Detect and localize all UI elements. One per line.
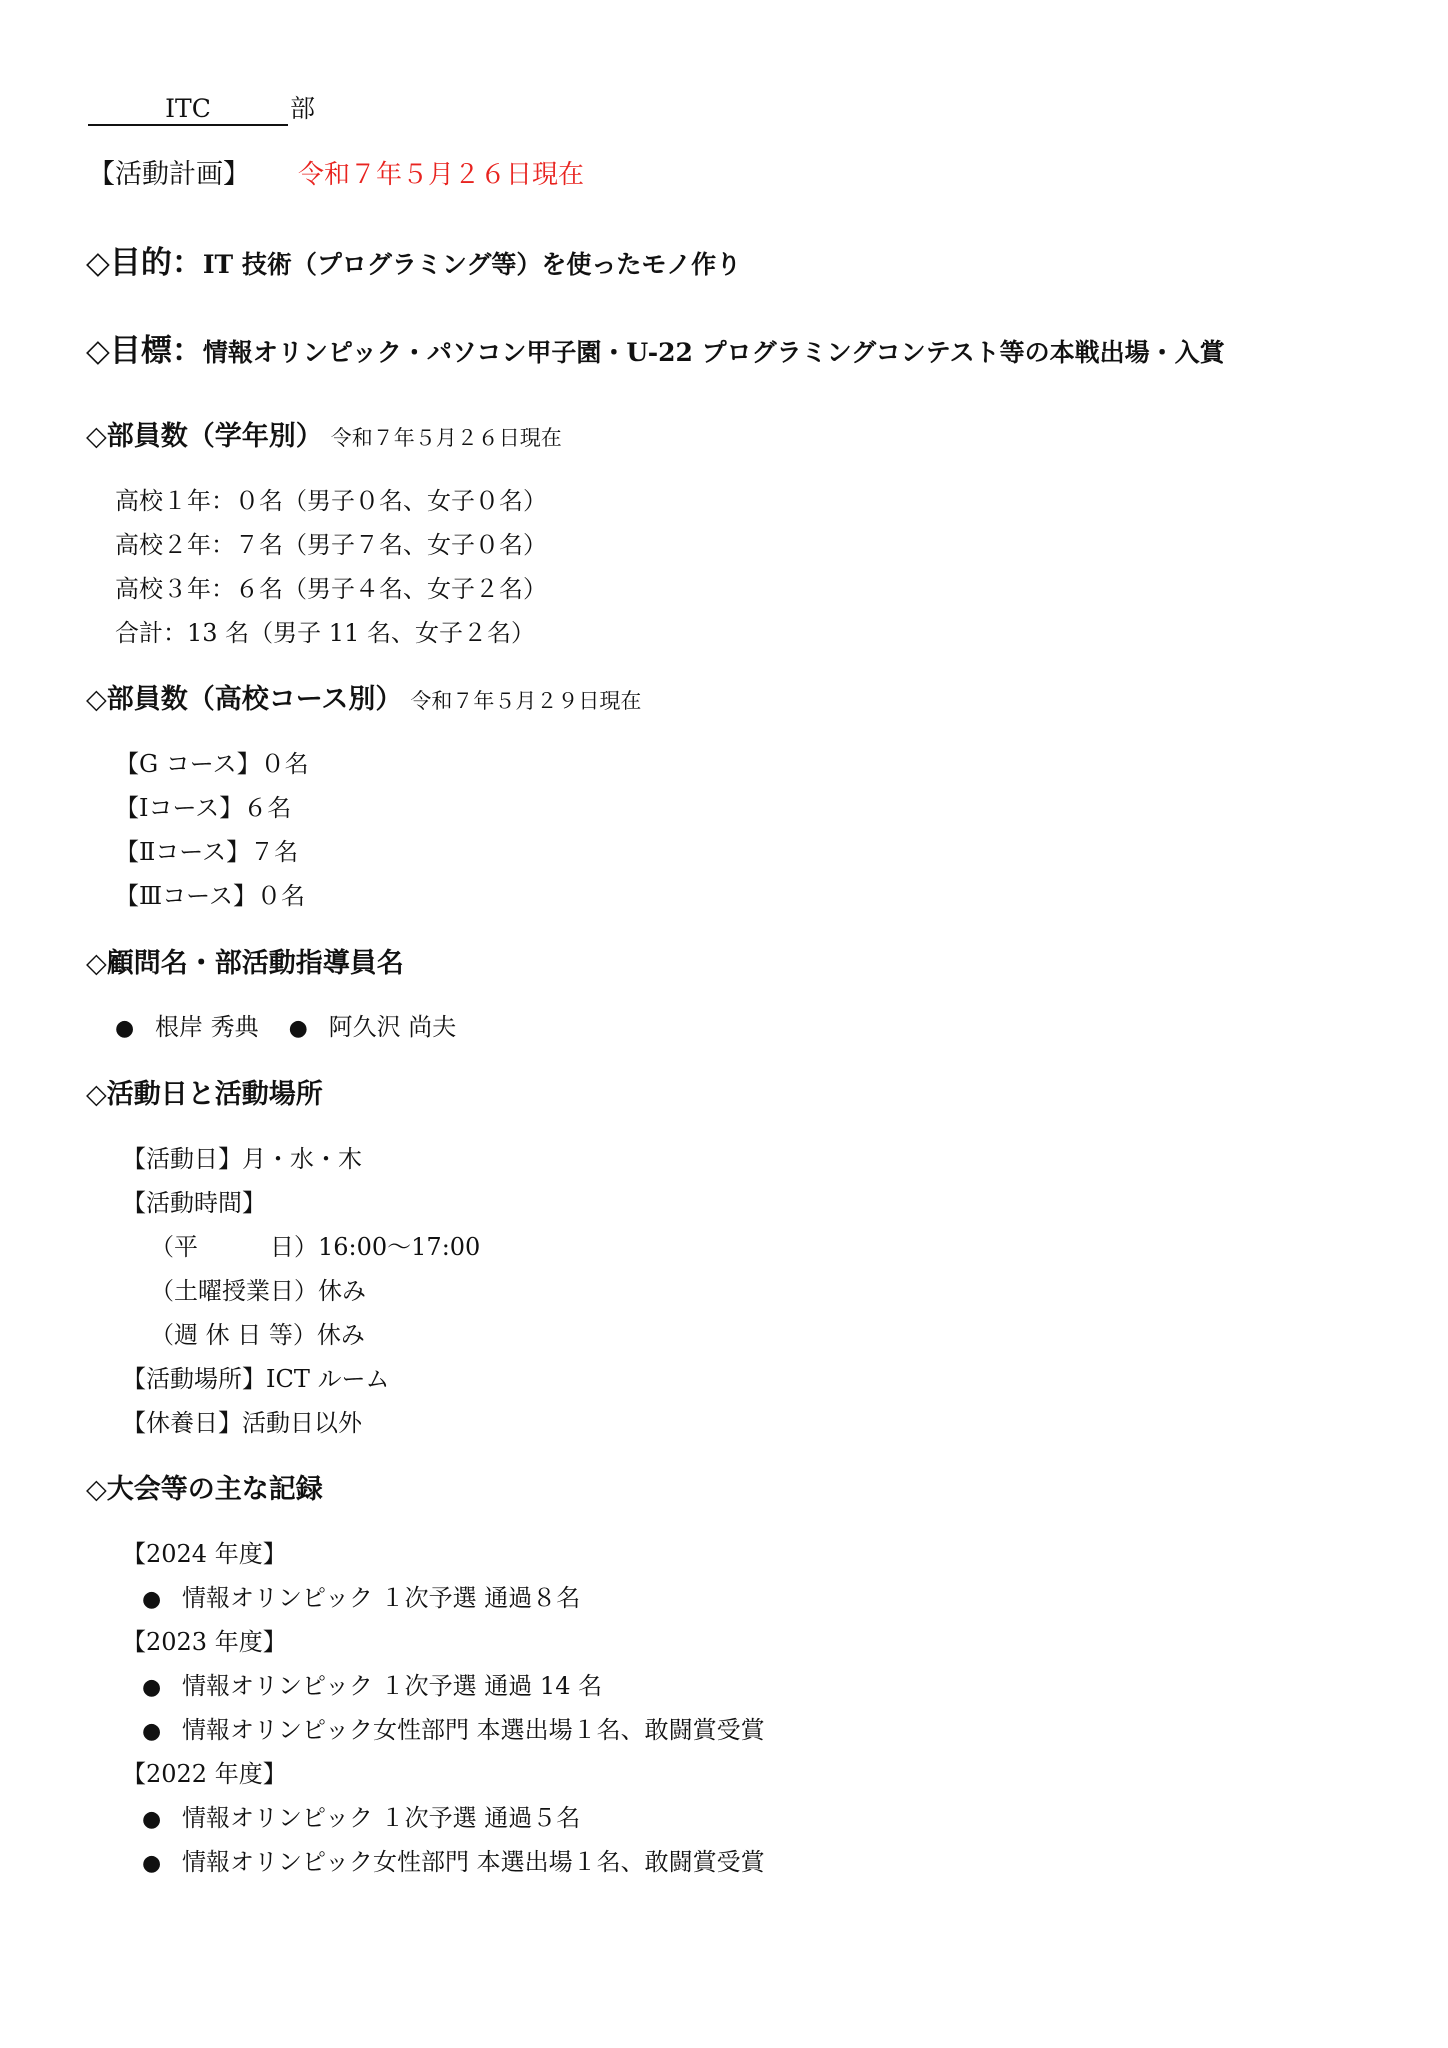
record-year-2023: 【2023 年度】 — [122, 1628, 287, 1656]
goal-text: 情報オリンピック・パソコン甲子園・U-22 プログラミングコンテスト等の本戦出場・入賞 — [202, 338, 1225, 367]
club-suffix: 部 — [290, 94, 316, 123]
members-grade-line: 高校３年：６名（男子４名、女子２名） — [115, 575, 547, 603]
plan-title: 【活動計画】 — [88, 159, 250, 190]
members-grade-line: 高校１年：０名（男子０名、女子０名） — [115, 487, 547, 515]
record-item — [142, 1718, 765, 1743]
goal-heading: ◇目標： — [86, 333, 203, 369]
members-course-note: 令和７年５月２９日現在 — [410, 689, 642, 713]
record-item — [142, 1586, 580, 1611]
course-line: 【Ⅰコース】６名 — [115, 794, 292, 822]
record-item-text: 情報オリンピック女性部門 本選出場１名、敢闘賞受賞 — [182, 1716, 765, 1744]
club-name: ITC — [88, 96, 288, 126]
bullet-icon: ● — [115, 1016, 135, 1041]
record-item — [142, 1674, 602, 1699]
members-grade-note: 令和７年５月２６日現在 — [330, 426, 562, 450]
activity-days: 【活動日】月・水・木 — [122, 1145, 362, 1173]
records-heading: ◇大会等の主な記録 — [86, 1474, 323, 1505]
advisors-list — [115, 1015, 456, 1040]
bullet-icon: ● — [288, 1016, 308, 1041]
members-grade-header — [86, 423, 562, 450]
course-line: 【G コース】０名 — [115, 750, 309, 778]
members-grade-total: 合計：13 名（男子 11 名、女子２名） — [115, 619, 535, 647]
members-grade-line: 高校２年：７名（男子７名、女子０名） — [115, 531, 547, 559]
record-item-text: 情報オリンピック女性部門 本選出場１名、敢闘賞受賞 — [182, 1848, 765, 1876]
activity-time-saturday: （土曜授業日）休み — [150, 1277, 366, 1305]
purpose-heading: ◇目的： — [86, 245, 203, 281]
bullet-icon: ● — [142, 1587, 162, 1612]
activity-heading: ◇活動日と活動場所 — [86, 1079, 323, 1110]
advisors-heading: ◇顧問名・部活動指導員名 — [86, 948, 404, 979]
record-item — [142, 1806, 580, 1831]
rest-days: 【休養日】活動日以外 — [122, 1409, 362, 1437]
course-line: 【Ⅱコース】７名 — [115, 838, 299, 866]
record-item-text: 情報オリンピック １次予選 通過５名 — [182, 1804, 581, 1832]
activity-time-holiday: （週 休 日 等）休み — [150, 1321, 365, 1349]
record-item-text: 情報オリンピック １次予選 通過 14 名 — [182, 1672, 603, 1700]
members-course-heading: ◇部員数（高校コース別） — [86, 684, 403, 715]
record-year-2024: 【2024 年度】 — [122, 1540, 287, 1568]
record-item — [142, 1850, 765, 1875]
purpose-text: IT 技術（プログラミング等）を使ったモノ作り — [202, 250, 742, 279]
members-grade-heading: ◇部員数（学年別） — [86, 421, 323, 452]
members-course-header — [86, 686, 641, 713]
activity-time-weekday: （平 日）16:00〜17:00 — [150, 1233, 481, 1261]
purpose-section — [86, 245, 742, 281]
advisor-name: 根岸 秀典 — [155, 1013, 259, 1041]
goal-section — [86, 333, 1225, 369]
bullet-icon: ● — [142, 1851, 162, 1876]
advisor-name: 阿久沢 尚夫 — [328, 1013, 457, 1041]
activity-place: 【活動場所】ICT ルーム — [122, 1365, 390, 1393]
activity-time-label: 【活動時間】 — [122, 1189, 266, 1217]
record-item-text: 情報オリンピック １次予選 通過８名 — [182, 1584, 581, 1612]
bullet-icon: ● — [142, 1807, 162, 1832]
plan-date: 令和７年５月２６日現在 — [298, 160, 585, 190]
bullet-icon: ● — [142, 1675, 162, 1700]
course-line: 【Ⅲコース】０名 — [115, 882, 305, 910]
record-year-2022: 【2022 年度】 — [122, 1760, 287, 1788]
bullet-icon: ● — [142, 1719, 162, 1744]
